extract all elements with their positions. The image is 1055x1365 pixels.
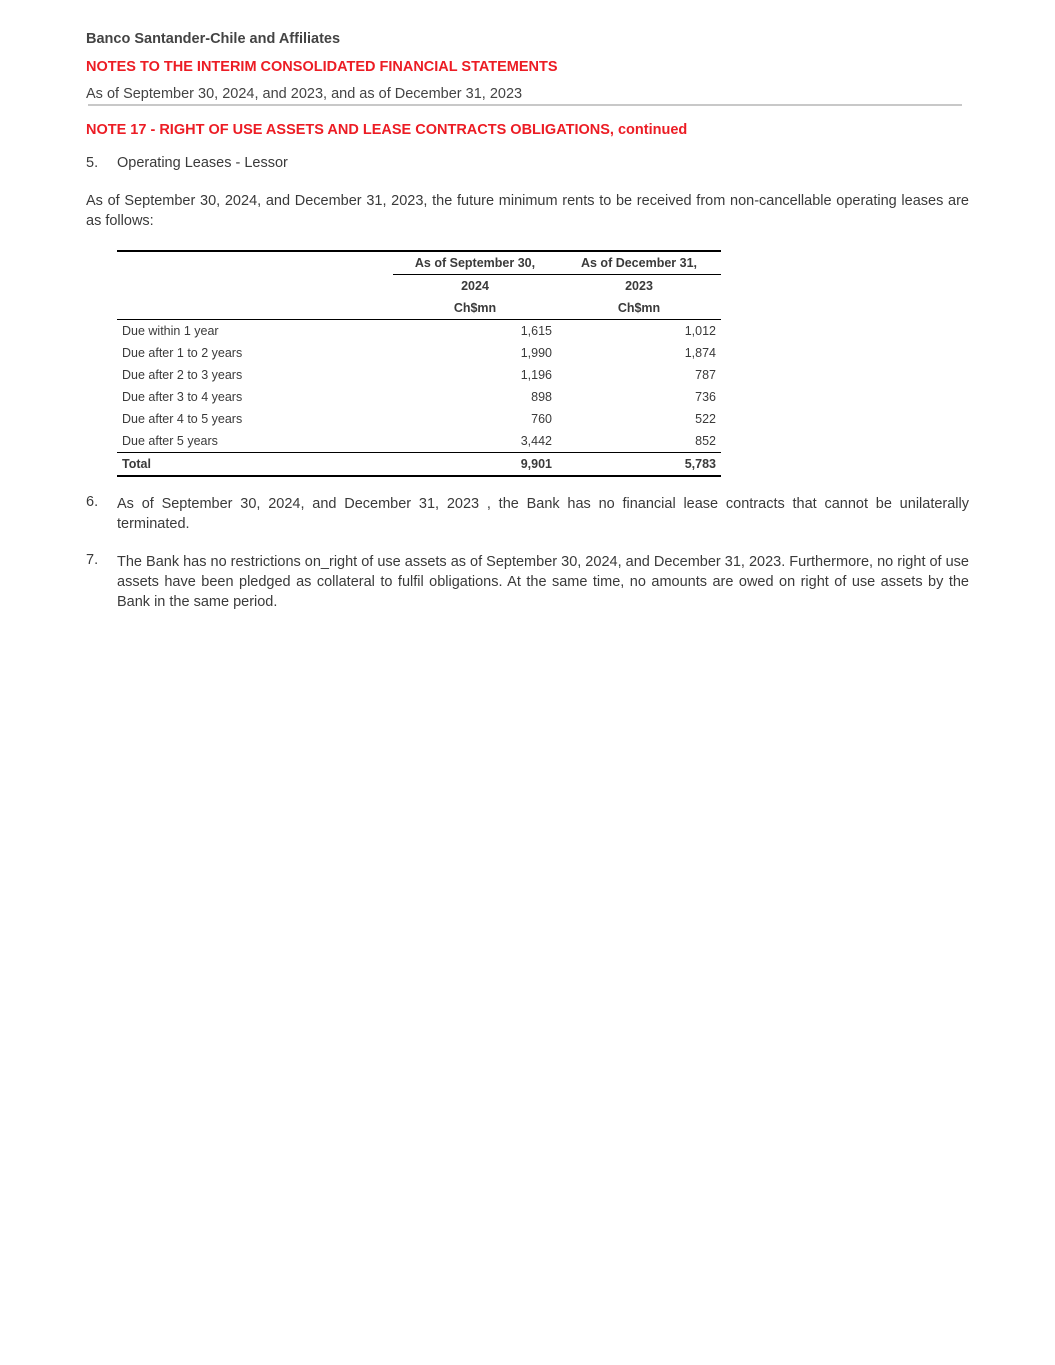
lease-table xyxy=(117,250,721,477)
value-dec-2023: 736 xyxy=(695,390,716,404)
total-label: Total xyxy=(117,453,393,477)
value-sep-2024: 1,990 xyxy=(520,346,552,360)
table-row xyxy=(117,342,721,364)
section-5-number: 5. xyxy=(86,155,99,171)
value-dec-2023: 787 xyxy=(695,368,716,382)
table-header-row xyxy=(117,275,721,298)
value-dec-2023: 1,874 xyxy=(684,346,716,360)
row-label: Due within 1 year xyxy=(122,324,219,338)
section-5-title: Operating Leases - Lessor xyxy=(117,155,288,171)
value-sep-2024: 3,442 xyxy=(393,430,557,453)
total-dec-2023: 5,783 xyxy=(557,453,721,477)
row-label: Due after 1 to 2 years xyxy=(122,346,243,360)
company-name: Banco Santander-Chile and Affiliates xyxy=(86,31,341,47)
table-header-row xyxy=(117,297,721,320)
col1-header-period: As of September 30, xyxy=(393,251,557,275)
table-row xyxy=(117,364,721,386)
value-sep-2024: 898 xyxy=(531,390,552,404)
section-7-text: The Bank has no restrictions on_right of use assets as of September 30, 2024, and December 31, 2023. Furthermore, no right of use assets have been pledged as collateral to fulfil obligations. At the same time, no amounts are owed on right of use assets by the Bank in the same period. xyxy=(117,554,969,610)
table-header-row xyxy=(117,251,721,275)
section-7-number: 7. xyxy=(86,552,99,568)
table-row xyxy=(117,386,721,408)
header-divider xyxy=(88,104,962,106)
value-sep-2024: 1,196 xyxy=(520,368,552,382)
table-total-row xyxy=(117,453,721,477)
col1-header-year: 2024 xyxy=(461,279,489,293)
section-6-text: As of September 30, 2024, and December 31, 2023 , the Bank has no financial lease contracts that cannot be unilaterally terminated. xyxy=(117,496,969,532)
row-label: Due after 4 to 5 years xyxy=(122,412,243,426)
col1-header-unit: Ch$mn xyxy=(393,297,557,320)
section-6-number: 6. xyxy=(86,494,99,510)
value-dec-2023: 1,012 xyxy=(684,324,716,338)
note-title: NOTE 17 - RIGHT OF USE ASSETS AND LEASE CONTRACTS OBLIGATIONS, continued xyxy=(86,122,688,138)
table-row xyxy=(117,408,721,430)
row-label: Due after 5 years xyxy=(117,430,393,453)
col2-header-year: 2023 xyxy=(625,279,653,293)
notes-title: NOTES TO THE INTERIM CONSOLIDATED FINANCIAL STATEMENTS xyxy=(86,59,558,75)
report-date-line: As of September 30, 2024, and 2023, and as of December 31, 2023 xyxy=(86,86,523,102)
value-sep-2024: 1,615 xyxy=(520,324,552,338)
value-dec-2023: 522 xyxy=(695,412,716,426)
value-dec-2023: 852 xyxy=(557,430,721,453)
row-label: Due after 2 to 3 years xyxy=(122,368,243,382)
total-sep-2024: 9,901 xyxy=(393,453,557,477)
row-label: Due after 3 to 4 years xyxy=(122,390,243,404)
section-5-intro: As of September 30, 2024, and December 31, 2023, the future minimum rents to be received from non-cancellable operating leases are as follows: xyxy=(86,193,969,229)
value-sep-2024: 760 xyxy=(531,412,552,426)
table-row xyxy=(117,320,721,343)
col2-header-unit: Ch$mn xyxy=(557,297,721,320)
table-row xyxy=(117,430,721,453)
col2-header-period: As of December 31, xyxy=(557,251,721,275)
